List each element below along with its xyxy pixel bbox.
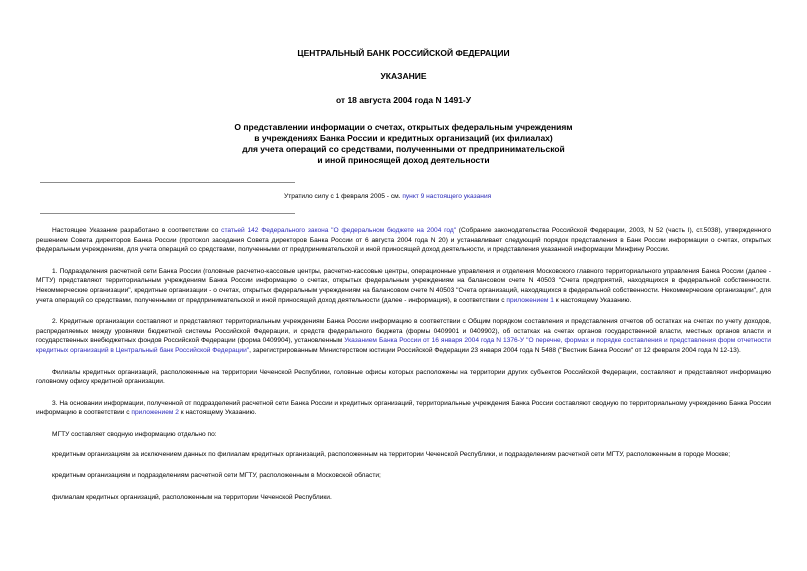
- document-body: [36, 226, 771, 502]
- subject-line: и иной приносящей доход деятельности: [317, 155, 490, 165]
- appendix-2-link[interactable]: приложением 2: [131, 409, 179, 417]
- paragraph-mgtu: МГТУ составляет сводную информацию отдельно по:: [52, 430, 217, 438]
- status-text: Утратило силу с 1 февраля 2005 - см.: [284, 193, 403, 200]
- subject-line: для учета операций со средствами, полученными от предпринимательской: [242, 144, 565, 154]
- document-subject: [36, 122, 771, 166]
- status-note: [36, 192, 771, 201]
- paragraph-1: [36, 267, 771, 305]
- paragraph-text: 2. Кредитные организации составляют и представляют территориальным учреждениям Банка России информацию в соответствии с Общим порядком составления и представления отчетов об остатках на счетах по учету доходов, распределяемых между уровнями бюджетной системы Российской Федерации, и средств федерального бюджета (формы 0409901 и 0409902), об остатках на счетах органов государственной власти, местных органов власти и государственных внебюджетных фондов Российской Федерации (форма 0409904), установленным: [36, 318, 771, 345]
- subject-line: в учреждениях Банка России и кредитных организаций (их филиалах): [254, 133, 553, 143]
- list-item-chechnya: филиалам кредитных организаций, расположенным на территории Чеченской Республики.: [52, 493, 332, 501]
- paragraph-text: Настоящее Указание разработано в соответствии со: [52, 227, 222, 234]
- divider-line: [40, 182, 295, 183]
- paragraph-text: 1. Подразделения расчетной сети Банка России (головные расчетно-кассовые центры, расчетно-кассовые центры, операционные управления и отделения Московского главного территориального управления Банка России (далее - МГТУ) представляют территориальным учреждениям Банка России информацию о счетах, открытых федеральным учреждениям на балансовом счете N 40503 "Счета предприятий, находящихся в федеральной собственности. Некоммерческие организации", кредитные организации - о счетах, открытых федеральным учреждениям на балансовом счете N 40503 "Счета организаций, находящихся в федеральной собственности. Некоммерческие организации", для учета операций со средствами, полученными от предпринимательской и иной приносящей доход деятельности (далее - информация), в соответствии с: [36, 267, 771, 304]
- document-date-number: от 18 августа 2004 года N 1491-У: [335, 95, 472, 105]
- paragraph-preamble: [36, 226, 771, 255]
- paragraph-branches: Филиалы кредитных организаций, расположенные на территории Чеченской Республики, головные офисы которых расположены на территории других субъектов Российской Федерации, составляют и представляют информацию головному офису кредитной организации.: [36, 368, 771, 386]
- subject-line: О представлении информации о счетах, открытых федеральным учреждениям: [234, 122, 573, 132]
- divider-line: [40, 213, 295, 214]
- instruction-1376-link[interactable]: Указанием Банка России от 16 января 2004 года N 1376-У "О перечне, формах и порядке составления и представления форм отчетности кредитных организаций в Центральный банк Российской Федерации": [36, 337, 771, 354]
- document-type-heading: УКАЗАНИЕ: [380, 71, 427, 81]
- paragraph-text: к настоящему Указанию.: [553, 296, 632, 304]
- status-link[interactable]: пункт 9 настоящего указания: [402, 193, 492, 200]
- paragraph-2: [36, 317, 771, 355]
- paragraph-text: (Собрание законодательства Российской Федерации, 2003, N 52 (часть I), ст.5038), утвержденного решением Совета директоров Банка России (протокол заседания Совета директоров Банка России от 6 августа 2004 года N 20) и устанавливает следующий порядок представления в Банк России информации о счетах, открытых федеральным учреждениям, для учета операций со средствами, полученными от предпринимательской и иной приносящей доход деятельности, и представления указанной информации Минфину России.: [36, 227, 771, 254]
- paragraph-3: [36, 399, 771, 418]
- appendix-1-link[interactable]: приложением 1: [506, 296, 554, 304]
- issuer-heading: ЦЕНТРАЛЬНЫЙ БАНК РОССИЙСКОЙ ФЕДЕРАЦИИ: [297, 48, 510, 58]
- list-item-moscow: кредитным организациям за исключением данных по филиалам кредитных организаций, расположенным на территории Чеченской Республики, и подразделениям расчетной сети МГТУ, расположенным в городе Москве;: [52, 450, 731, 458]
- list-item-moscow-region: кредитным организациям и подразделениям расчетной сети МГТУ, расположенным в Московской области;: [52, 472, 381, 480]
- paragraph-text: к настоящему Указанию.: [178, 409, 257, 417]
- law-article-link[interactable]: статьей 142 Федерального закона "О федеральном бюджете на 2004 год": [221, 227, 457, 234]
- paragraph-text: 3. На основании информации, полученной от подразделений расчетной сети Банка России и кредитных организаций, территориальные учреждения Банка России составляют сводную по территориальному учреждению Банка России информацию в соответствии с: [36, 399, 771, 417]
- paragraph-text: , зарегистрированным Министерством юстиции Российской Федерации 23 января 2004 года N 5488 ("Вестник Банка России" от 12 февраля 2004 года N 12-13).: [249, 346, 741, 354]
